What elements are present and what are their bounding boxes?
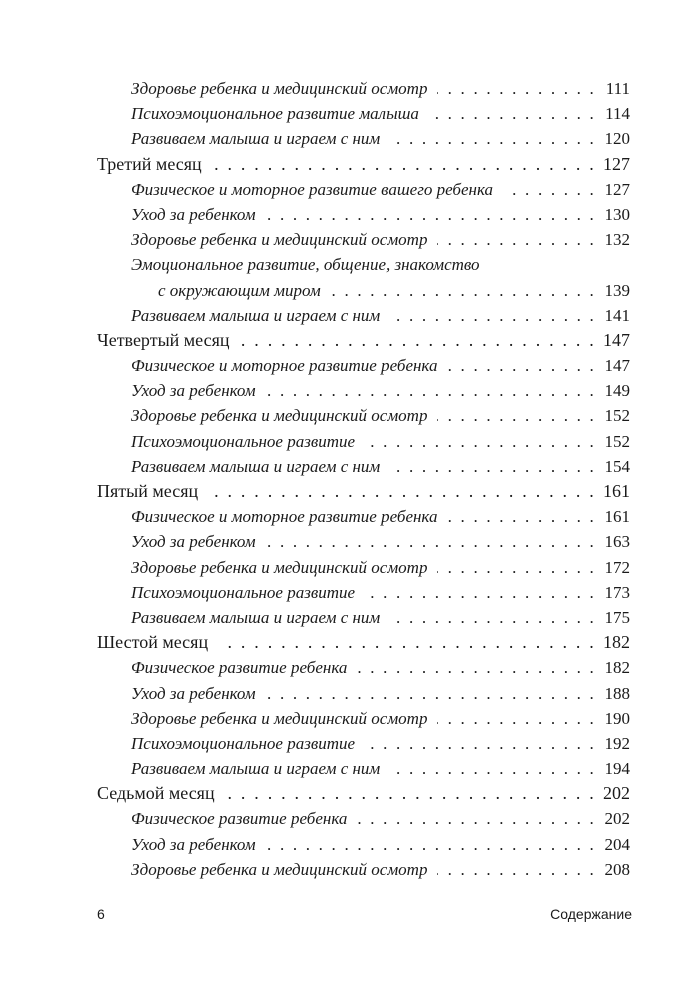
toc-entry-title: Эмоциональное развитие, общение, знакомство: [131, 255, 480, 275]
toc-section-entry: [97, 706, 630, 731]
toc-entry-title: Психоэмоциональное развитие малыша: [131, 104, 419, 124]
toc-list: [97, 76, 630, 882]
toc-entry-title: Психоэмоциональное развитие: [131, 431, 356, 451]
toc-section-entry: [97, 605, 630, 630]
toc-dot-leader: [266, 202, 596, 227]
toc-dot-leader: [437, 857, 596, 882]
toc-section-entry: [97, 227, 630, 252]
toc-entry-title: Пятый месяц: [97, 481, 199, 501]
toc-entry-title: с окружающим миром: [158, 280, 321, 300]
toc-entry-title: Здоровье ребенка и медицинский осмотр: [131, 406, 428, 426]
toc-section-entry: [97, 378, 630, 403]
toc-entry-title: Седьмой месяц: [97, 783, 215, 804]
toc-dot-leader: [447, 353, 596, 378]
toc-section-entry: [97, 353, 630, 378]
toc-entry-title: Четвертый месяц: [97, 329, 230, 350]
toc-entry-page-number: 192: [604, 733, 630, 753]
toc-section-entry: [97, 403, 630, 428]
toc-entry-title: Здоровье ребенка и медицинский осмотр: [131, 859, 428, 879]
toc-entry-page-number: 154: [604, 456, 630, 476]
toc-entry-title: Уход за ребенком: [131, 834, 256, 854]
toc-section-entry: [97, 681, 630, 706]
toc-entry-title: Уход за ребенком: [131, 381, 256, 401]
toc-entry-page-number: 172: [604, 557, 630, 577]
toc-dot-leader: [266, 681, 596, 706]
toc-entry-page-number: 208: [604, 859, 630, 879]
toc-entry-title: Физическое развитие ребенка: [131, 658, 348, 678]
toc-entry-page-number: 202: [603, 783, 630, 804]
toc-entry-title: Физическое и моторное развитие ребенка: [131, 356, 438, 376]
toc-entry-page-number: 130: [604, 204, 630, 224]
toc-section-entry: [97, 806, 630, 831]
toc-entry-title: Развиваем малыша и играем с ним: [131, 305, 381, 325]
toc-entry-page-number: 190: [604, 708, 630, 728]
toc-entry-title: Психоэмоциональное развитие: [131, 582, 356, 602]
toc-dot-leader: [390, 126, 596, 151]
toc-dot-leader: [437, 706, 596, 731]
toc-section-entry: [97, 303, 630, 328]
toc-entry-page-number: 152: [604, 406, 630, 426]
toc-section-entry: [97, 252, 630, 277]
toc-section-entry: [97, 555, 630, 580]
toc-dot-leader: [212, 152, 596, 177]
toc-section-entry: [97, 756, 630, 781]
toc-dot-leader: [437, 76, 596, 101]
toc-entry-page-number: 120: [604, 129, 630, 149]
toc-entry-page-number: 163: [604, 532, 630, 552]
toc-entry-title: Физическое и моторное развитие вашего ребенка: [131, 179, 493, 199]
toc-section-entry: [97, 76, 630, 101]
toc-dot-leader: [437, 227, 596, 252]
toc-section-entry: [97, 857, 630, 882]
toc-entry-page-number: 139: [604, 280, 630, 300]
toc-dot-leader: [266, 832, 596, 857]
toc-entry-title: Здоровье ребенка и медицинский осмотр: [131, 708, 428, 728]
toc-section-entry: [97, 177, 630, 202]
toc-entry-page-number: 147: [603, 329, 630, 350]
toc-entry-page-number: 161: [604, 507, 630, 527]
toc-entry-page-number: 182: [603, 632, 630, 653]
toc-dot-leader: [429, 101, 596, 126]
toc-entry-page-number: 114: [605, 104, 630, 124]
toc-dot-leader: [331, 278, 596, 303]
toc-dot-leader: [365, 429, 596, 454]
toc-chapter-entry: [97, 630, 630, 655]
toc-entry-title: Развиваем малыша и играем с ним: [131, 759, 381, 779]
toc-dot-leader: [365, 580, 596, 605]
toc-section-entry: [97, 529, 630, 554]
toc-entry-page-number: 152: [604, 431, 630, 451]
toc-section-entry: [97, 655, 630, 680]
toc-section-entry: [97, 580, 630, 605]
toc-section-entry: [97, 832, 630, 857]
toc-dot-leader: [357, 806, 596, 831]
toc-dot-leader: [365, 731, 596, 756]
toc-entry-page-number: 141: [604, 305, 630, 325]
toc-dot-leader: [390, 303, 596, 328]
toc-chapter-entry: [97, 328, 630, 353]
toc-section-entry: [97, 126, 630, 151]
toc-dot-leader: [266, 378, 596, 403]
toc-dot-leader: [357, 655, 596, 680]
toc-entry-title: Уход за ребенком: [131, 532, 256, 552]
toc-entry-title: Уход за ребенком: [131, 683, 256, 703]
toc-dot-leader: [390, 605, 596, 630]
toc-entry-page-number: 127: [604, 179, 630, 199]
toc-dot-leader: [447, 504, 596, 529]
toc-entry-title: Здоровье ребенка и медицинский осмотр: [131, 79, 428, 98]
toc-entry-title: Развиваем малыша и играем с ним: [131, 129, 381, 149]
toc-dot-leader: [390, 756, 596, 781]
toc-entry-page-number: 127: [603, 153, 630, 174]
footer-section-title: Содержание: [550, 906, 632, 922]
toc-dot-leader: [218, 630, 596, 655]
toc-dot-leader: [437, 555, 596, 580]
toc-dot-leader: [208, 479, 596, 504]
toc-entry-title: Шестой месяц: [97, 632, 209, 653]
toc-entry-page-number: 202: [604, 809, 630, 829]
toc-entry-page-number: 147: [604, 356, 630, 376]
toc-entry-title: Физическое развитие ребенка: [131, 809, 348, 829]
toc-dot-leader: [437, 403, 596, 428]
page-footer: [97, 906, 632, 922]
toc-dot-leader: [240, 328, 596, 353]
toc-section-entry: [97, 202, 630, 227]
toc-section-entry: [97, 454, 630, 479]
toc-dot-leader: [266, 529, 596, 554]
toc-entry-page-number: 175: [604, 607, 630, 627]
toc-entry-page-number: 194: [604, 759, 630, 779]
toc-section-entry: [97, 429, 630, 454]
toc-entry-title: Здоровье ребенка и медицинский осмотр: [131, 557, 428, 577]
toc-dot-leader: [225, 781, 596, 806]
toc-chapter-entry: [97, 781, 630, 806]
table-of-contents: [97, 76, 630, 882]
toc-entry-title: Психоэмоциональное развитие: [131, 733, 356, 753]
toc-dot-leader: [503, 177, 596, 202]
footer-page-number: 6: [97, 906, 105, 922]
toc-section-entry: [97, 504, 630, 529]
toc-entry-title: Здоровье ребенка и медицинский осмотр: [131, 230, 428, 250]
toc-entry-page-number: 173: [604, 582, 630, 602]
toc-entry-title: Физическое и моторное развитие ребенка: [131, 507, 438, 527]
toc-entry-page-number: 111: [605, 79, 630, 98]
toc-entry-title: Развиваем малыша и играем с ним: [131, 607, 381, 627]
toc-entry-page-number: 132: [604, 230, 630, 250]
toc-dot-leader: [390, 454, 596, 479]
toc-section-entry: [97, 731, 630, 756]
toc-chapter-entry: [97, 152, 630, 177]
toc-section-entry: [97, 278, 630, 303]
toc-entry-page-number: 149: [604, 381, 630, 401]
toc-entry-page-number: 161: [603, 481, 630, 501]
toc-entry-title: Третий месяц: [97, 153, 202, 174]
toc-entry-page-number: 182: [604, 658, 630, 678]
toc-section-entry: [97, 101, 630, 126]
toc-entry-page-number: 188: [604, 683, 630, 703]
toc-entry-title: Уход за ребенком: [131, 204, 256, 224]
toc-entry-page-number: 204: [604, 834, 630, 854]
toc-entry-title: Развиваем малыша и играем с ним: [131, 456, 381, 476]
toc-chapter-entry: [97, 479, 630, 504]
